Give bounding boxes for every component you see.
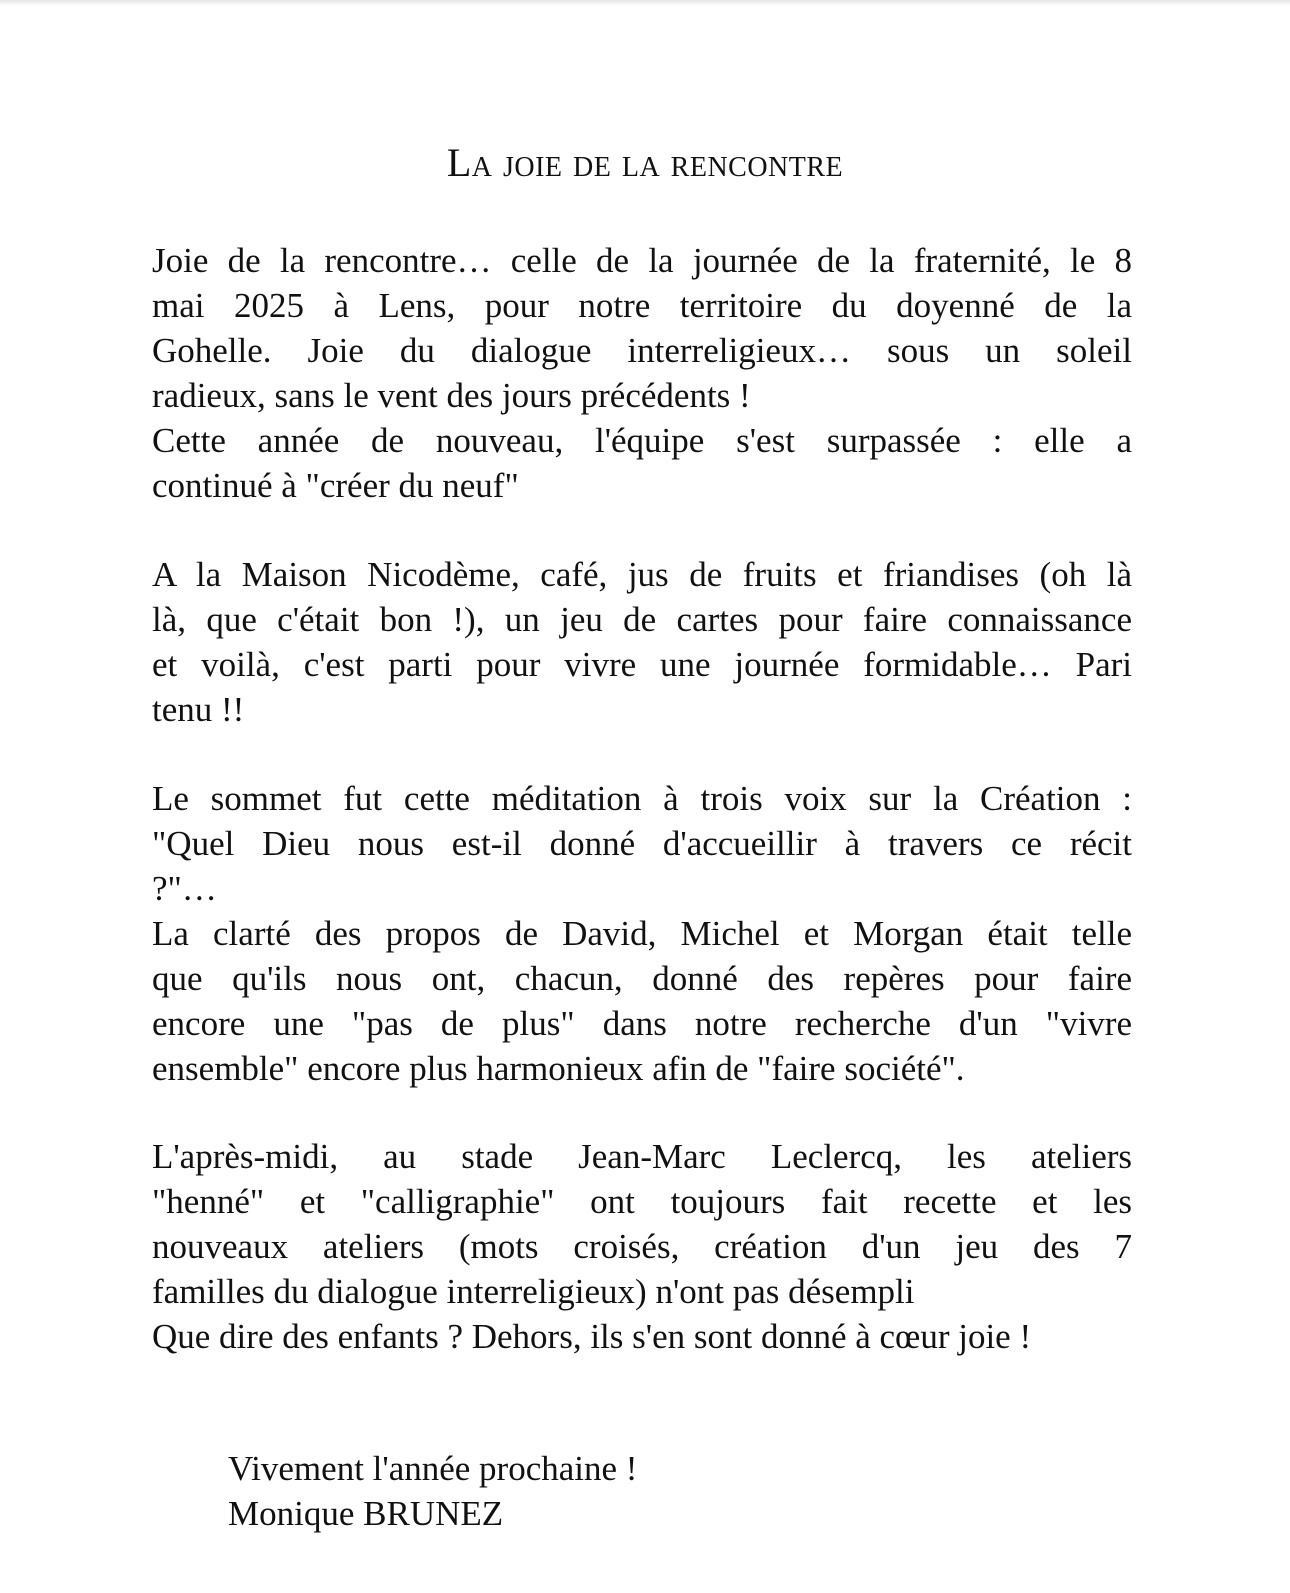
text-line: familles du dialogue interreligieux) n'ont pas désempli [152,1272,915,1311]
text-line: ensemble" encore plus harmonieux afin de "faire société". [152,1049,965,1088]
text-line: nouveaux ateliers (mots croisés, création d'un jeu des 7 [152,1227,1132,1266]
closing-line: Vivement l'année prochaine ! [228,1449,638,1488]
text-line: mai 2025 à Lens, pour notre territoire du doyenné de la [152,286,1132,325]
paragraph-2 [152,552,1132,732]
text-line: là, que c'était bon !), un jeu de cartes pour faire connaissance [152,600,1132,639]
paragraph-3 [152,776,1132,1091]
paragraph-4 [152,1134,1132,1359]
text-line: radieux, sans le vent des jours précédents ! [152,376,751,415]
text-line: "henné" et "calligraphie" ont toujours fait recette et les [152,1182,1132,1221]
text-line: et voilà, c'est parti pour vivre une journée formidable… Pari [152,645,1132,684]
text-line: A la Maison Nicodème, café, jus de fruits et friandises (oh là [152,555,1132,594]
page-title: La joie de la rencontre [446,140,844,185]
text-line: Cette année de nouveau, l'équipe s'est surpassée : elle a [152,421,1132,460]
text-line: que qu'ils nous ont, chacun, donné des repères pour faire [152,959,1132,998]
page-top-shadow [0,0,1290,6]
text-line: La clarté des propos de David, Michel et Morgan était telle [152,914,1132,953]
text-line: encore une "pas de plus" dans notre recherche d'un "vivre [152,1004,1132,1043]
text-line: Que dire des enfants ? Dehors, ils s'en sont donné à cœur joie ! [152,1317,1032,1356]
text-line: Gohelle. Joie du dialogue interreligieux… sous un soleil [152,331,1132,370]
text-line: continué à "créer du neuf" [152,466,519,505]
text-line: tenu !! [152,690,245,729]
text-line: L'après-midi, au stade Jean-Marc Leclercq, les ateliers [152,1137,1132,1176]
text-line: ?"… [152,869,217,908]
text-line: Le sommet fut cette méditation à trois voix sur la Création : [152,779,1132,818]
closing-block [228,1446,637,1536]
signature: Monique BRUNEZ [228,1494,504,1533]
paragraph-1 [152,238,1132,508]
text-line: "Quel Dieu nous est-il donné d'accueillir à travers ce récit [152,824,1132,863]
text-line: Joie de la rencontre… celle de la journée de la fraternité, le 8 [152,241,1132,280]
